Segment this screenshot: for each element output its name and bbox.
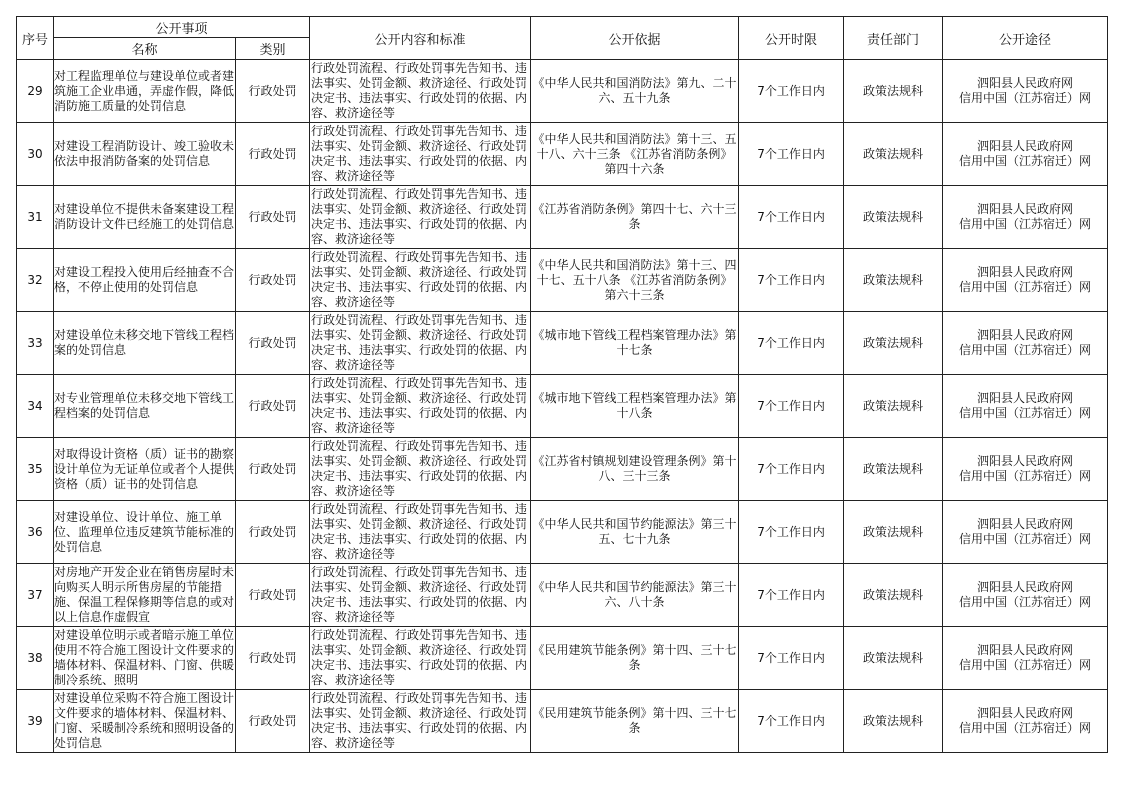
row-channel-gov: 泗阳县人民政府网 [977, 265, 1074, 279]
row-content-text: 行政处罚流程、行政处罚事先告知书、违法事实、处罚金额、救济途径、行政处罚决定书、违法事实、行政处罚的依据、内容、救济途径等 [311, 124, 528, 183]
row-channel-credit: 信用中国（江苏宿迁）网 [959, 658, 1092, 672]
row-content [310, 438, 531, 501]
row-name [54, 627, 236, 690]
row-name [54, 501, 236, 564]
row-index: 35 [17, 438, 54, 501]
table-row [17, 186, 1108, 249]
table-row [17, 60, 1108, 123]
row-name [54, 312, 236, 375]
row-name-text: 对建设单位、设计单位、施工单位、监理单位违反建筑节能标准的处罚信息 [54, 509, 235, 554]
row-index: 37 [17, 564, 54, 627]
row-time: 7个工作日内 [739, 690, 844, 753]
row-name [54, 186, 236, 249]
row-name-text: 对建设单位未移交地下管线工程档案的处罚信息 [54, 328, 235, 357]
row-name-text: 对建设工程消防设计、竣工验收未依法申报消防备案的处罚信息 [54, 139, 235, 168]
row-basis: 《城市地下管线工程档案管理办法》第十七条 [531, 312, 739, 375]
row-channel-credit: 信用中国（江苏宿迁）网 [959, 406, 1092, 420]
header-group: 公开事项 [54, 17, 310, 38]
row-dept: 政策法规科 [844, 60, 943, 123]
row-basis: 《江苏省村镇规划建设管理条例》第十八、三十三条 [531, 438, 739, 501]
row-content [310, 186, 531, 249]
row-channel-gov: 泗阳县人民政府网 [977, 328, 1074, 342]
row-dept: 政策法规科 [844, 186, 943, 249]
row-channel [943, 627, 1108, 690]
row-dept: 政策法规科 [844, 501, 943, 564]
table-row [17, 312, 1108, 375]
row-type: 行政处罚 [236, 564, 310, 627]
table-row [17, 123, 1108, 186]
row-index: 36 [17, 501, 54, 564]
row-name-text: 对房地产开发企业在销售房屋时未向购买人明示所售房屋的节能措施、保温工程保修期等信息的或对以上信息作虚假宣 [54, 565, 235, 624]
row-name [54, 249, 236, 312]
row-index: 34 [17, 375, 54, 438]
row-channel-credit: 信用中国（江苏宿迁）网 [959, 532, 1092, 546]
header-channel: 公开途径 [943, 17, 1108, 60]
row-basis: 《城市地下管线工程档案管理办法》第十八条 [531, 375, 739, 438]
row-type: 行政处罚 [236, 375, 310, 438]
row-name-text: 对建设工程投入使用后经抽查不合格，不停止使用的处罚信息 [54, 265, 235, 294]
row-content [310, 690, 531, 753]
row-channel [943, 690, 1108, 753]
table-row [17, 564, 1108, 627]
row-index: 29 [17, 60, 54, 123]
row-dept: 政策法规科 [844, 249, 943, 312]
row-content [310, 375, 531, 438]
row-basis: 《中华人民共和国消防法》第十三、五十八、六十三条 《江苏省消防条例》第四十六条 [531, 123, 739, 186]
row-basis: 《民用建筑节能条例》第十四、三十七条 [531, 627, 739, 690]
row-channel-credit: 信用中国（江苏宿迁）网 [959, 343, 1092, 357]
row-name-text: 对专业管理单位未移交地下管线工程档案的处罚信息 [54, 391, 235, 420]
row-basis: 《中华人民共和国节约能源法》第三十五、七十九条 [531, 501, 739, 564]
row-time: 7个工作日内 [739, 123, 844, 186]
row-name-text: 对工程监理单位与建设单位或者建筑施工企业串通，弄虚作假，降低消防施工质量的处罚信息 [54, 68, 235, 113]
table-row [17, 690, 1108, 753]
row-type: 行政处罚 [236, 690, 310, 753]
row-index: 33 [17, 312, 54, 375]
header-dept: 责任部门 [844, 17, 943, 60]
row-content-text: 行政处罚流程、行政处罚事先告知书、违法事实、处罚金额、救济途径、行政处罚决定书、违法事实、行政处罚的依据、内容、救济途径等 [311, 187, 528, 246]
table-row [17, 627, 1108, 690]
row-content [310, 627, 531, 690]
row-content [310, 249, 531, 312]
row-content-text: 行政处罚流程、行政处罚事先告知书、违法事实、处罚金额、救济途径、行政处罚决定书、违法事实、行政处罚的依据、内容、救济途径等 [311, 250, 528, 309]
row-content-text: 行政处罚流程、行政处罚事先告知书、违法事实、处罚金额、救济途径、行政处罚决定书、违法事实、行政处罚的依据、内容、救济途径等 [311, 502, 528, 561]
row-channel-credit: 信用中国（江苏宿迁）网 [959, 154, 1092, 168]
row-time: 7个工作日内 [739, 312, 844, 375]
row-channel [943, 375, 1108, 438]
row-time: 7个工作日内 [739, 564, 844, 627]
row-channel [943, 564, 1108, 627]
row-name [54, 375, 236, 438]
row-type: 行政处罚 [236, 438, 310, 501]
row-dept: 政策法规科 [844, 627, 943, 690]
row-channel-credit: 信用中国（江苏宿迁）网 [959, 595, 1092, 609]
row-channel-gov: 泗阳县人民政府网 [977, 76, 1074, 90]
table-row [17, 249, 1108, 312]
row-index: 30 [17, 123, 54, 186]
header-basis: 公开依据 [531, 17, 739, 60]
row-content [310, 123, 531, 186]
row-name [54, 60, 236, 123]
row-channel-gov: 泗阳县人民政府网 [977, 643, 1074, 657]
row-channel-credit: 信用中国（江苏宿迁）网 [959, 217, 1092, 231]
row-channel-gov: 泗阳县人民政府网 [977, 391, 1074, 405]
table-row [17, 438, 1108, 501]
row-channel-gov: 泗阳县人民政府网 [977, 454, 1074, 468]
row-channel-credit: 信用中国（江苏宿迁）网 [959, 280, 1092, 294]
row-name-text: 对建设单位不提供未备案建设工程消防设计文件已经施工的处罚信息 [54, 202, 235, 231]
table-row [17, 501, 1108, 564]
row-dept: 政策法规科 [844, 312, 943, 375]
row-channel [943, 186, 1108, 249]
row-content-text: 行政处罚流程、行政处罚事先告知书、违法事实、处罚金额、救济途径、行政处罚决定书、违法事实、行政处罚的依据、内容、救济途径等 [311, 61, 528, 120]
row-content-text: 行政处罚流程、行政处罚事先告知书、违法事实、处罚金额、救济途径、行政处罚决定书、违法事实、行政处罚的依据、内容、救济途径等 [311, 313, 528, 372]
row-index: 38 [17, 627, 54, 690]
row-channel [943, 501, 1108, 564]
row-channel-credit: 信用中国（江苏宿迁）网 [959, 469, 1092, 483]
row-dept: 政策法规科 [844, 564, 943, 627]
row-name-text: 对取得设计资格（质）证书的勘察设计单位为无证单位或者个人提供资格（质）证书的处罚信息 [54, 446, 235, 491]
row-basis: 《中华人民共和国节约能源法》第三十六、八十条 [531, 564, 739, 627]
row-time: 7个工作日内 [739, 438, 844, 501]
row-channel [943, 438, 1108, 501]
row-index: 31 [17, 186, 54, 249]
row-type: 行政处罚 [236, 627, 310, 690]
row-channel [943, 60, 1108, 123]
row-content [310, 564, 531, 627]
row-basis: 《中华人民共和国消防法》第十三、四十七、五十八条 《江苏省消防条例》 第六十三条 [531, 249, 739, 312]
row-name [54, 123, 236, 186]
header-name: 名称 [54, 38, 236, 60]
row-type: 行政处罚 [236, 312, 310, 375]
row-type: 行政处罚 [236, 249, 310, 312]
row-content [310, 312, 531, 375]
row-time: 7个工作日内 [739, 501, 844, 564]
row-name [54, 438, 236, 501]
disclosure-table [16, 16, 1108, 753]
row-content-text: 行政处罚流程、行政处罚事先告知书、违法事实、处罚金额、救济途径、行政处罚决定书、违法事实、行政处罚的依据、内容、救济途径等 [311, 439, 528, 498]
header-time: 公开时限 [739, 17, 844, 60]
row-channel-gov: 泗阳县人民政府网 [977, 706, 1074, 720]
row-type: 行政处罚 [236, 123, 310, 186]
row-type: 行政处罚 [236, 60, 310, 123]
row-time: 7个工作日内 [739, 60, 844, 123]
row-basis: 《民用建筑节能条例》第十四、三十七条 [531, 690, 739, 753]
row-channel-gov: 泗阳县人民政府网 [977, 517, 1074, 531]
row-content-text: 行政处罚流程、行政处罚事先告知书、违法事实、处罚金额、救济途径、行政处罚决定书、违法事实、行政处罚的依据、内容、救济途径等 [311, 376, 528, 435]
row-content [310, 501, 531, 564]
header-index: 序号 [17, 17, 54, 60]
row-time: 7个工作日内 [739, 186, 844, 249]
row-name-text: 对建设单位明示或者暗示施工单位使用不符合施工图设计文件要求的墙体材料、保温材料、门窗、供暖制冷系统、照明 [54, 628, 235, 687]
row-index: 32 [17, 249, 54, 312]
row-basis: 《江苏省消防条例》第四十七、六十三条 [531, 186, 739, 249]
row-dept: 政策法规科 [844, 375, 943, 438]
row-time: 7个工作日内 [739, 249, 844, 312]
row-content-text: 行政处罚流程、行政处罚事先告知书、违法事实、处罚金额、救济途径、行政处罚决定书、违法事实、行政处罚的依据、内容、救济途径等 [311, 691, 528, 750]
row-type: 行政处罚 [236, 186, 310, 249]
row-time: 7个工作日内 [739, 627, 844, 690]
header-type: 类别 [236, 38, 310, 60]
row-dept: 政策法规科 [844, 690, 943, 753]
row-time: 7个工作日内 [739, 375, 844, 438]
row-content-text: 行政处罚流程、行政处罚事先告知书、违法事实、处罚金额、救济途径、行政处罚决定书、违法事实、行政处罚的依据、内容、救济途径等 [311, 565, 528, 624]
row-type: 行政处罚 [236, 501, 310, 564]
row-name-text: 对建设单位采购不符合施工图设计文件要求的墙体材料、保温材料、门窗、采暖制冷系统和照明设备的处罚信息 [54, 691, 235, 750]
row-dept: 政策法规科 [844, 123, 943, 186]
row-channel [943, 123, 1108, 186]
row-channel-gov: 泗阳县人民政府网 [977, 580, 1074, 594]
row-basis: 《中华人民共和国消防法》第九、二十六、五十九条 [531, 60, 739, 123]
row-channel [943, 312, 1108, 375]
row-content-text: 行政处罚流程、行政处罚事先告知书、违法事实、处罚金额、救济途径、行政处罚决定书、违法事实、行政处罚的依据、内容、救济途径等 [311, 628, 528, 687]
row-name [54, 690, 236, 753]
row-channel-gov: 泗阳县人民政府网 [977, 202, 1074, 216]
table-row [17, 375, 1108, 438]
header-content: 公开内容和标准 [310, 17, 531, 60]
row-index: 39 [17, 690, 54, 753]
row-content [310, 60, 531, 123]
row-channel-credit: 信用中国（江苏宿迁）网 [959, 91, 1092, 105]
row-dept: 政策法规科 [844, 438, 943, 501]
row-channel [943, 249, 1108, 312]
row-channel-credit: 信用中国（江苏宿迁）网 [959, 721, 1092, 735]
row-channel-gov: 泗阳县人民政府网 [977, 139, 1074, 153]
row-name [54, 564, 236, 627]
